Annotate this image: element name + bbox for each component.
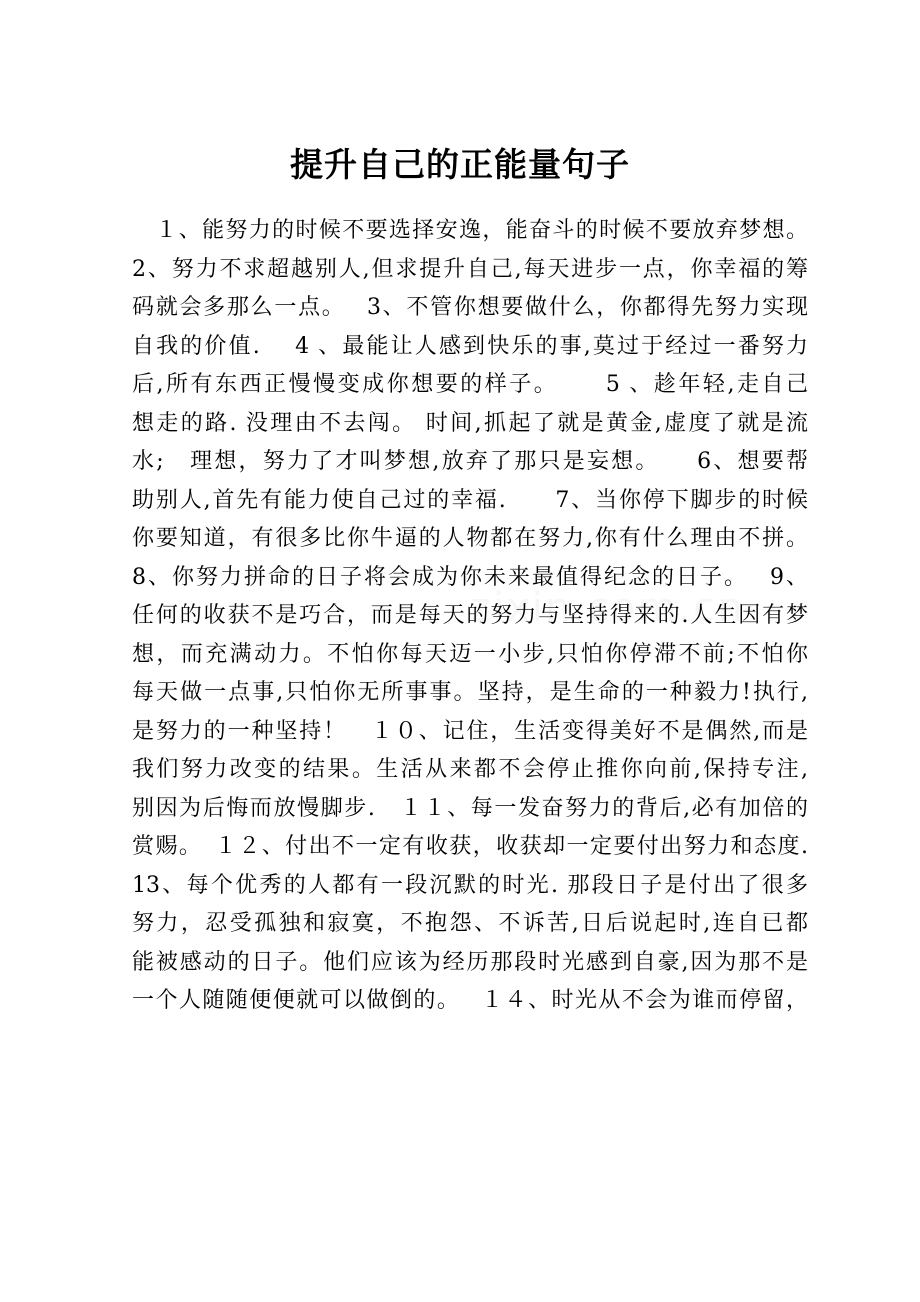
- body-line: 是努力的一种坚持！ １０、记住，生活变得美好不是偶然,而是: [132, 718, 808, 744]
- body-line: 任何的收获不是巧合，而是每天的努力与坚持得来的.人生因有梦: [132, 603, 808, 628]
- body-line: 一个人随随便便就可以做倒的。 １４、时光从不会为谁而停留，: [132, 988, 808, 1013]
- body-line: 码就会多那么一点。 3、不管你想要做什么，你都得先努力实现: [132, 295, 808, 320]
- body-line: 每天做一点事,只怕你无所事事。坚持，是生命的一种毅力!执行,: [132, 680, 808, 705]
- body-line: 13、每个优秀的人都有一段沉默的时光. 那段日子是付出了很多: [132, 872, 808, 898]
- body-line: 能被感动的日子。他们应该为经历那段时光感到自豪,因为那不是: [132, 949, 808, 975]
- body-line: １、能努力的时候不要选择安逸，能奋斗的时候不要放弃梦想。: [132, 218, 808, 243]
- body-line: 你要知道，有很多比你牛逼的人物都在努力,你有什么理由不拼。: [132, 526, 808, 551]
- body-line: 自我的价值. 4 、最能让人感到快乐的事,莫过于经过一番努力: [132, 333, 808, 359]
- body-line: 8、你努力拼命的日子将会成为你未来最值得纪念的日子。 9、: [132, 564, 808, 590]
- body-line: 努力，忍受孤独和寂寞，不抱怨、不诉苦,日后说起时,连自已都: [132, 911, 808, 936]
- body-line: 想走的路. 没理由不去闯。 时间,抓起了就是黄金,虚度了就是流: [132, 410, 808, 436]
- document-body: [132, 212, 808, 1021]
- body-line: 水; 理想，努力了才叫梦想,放弃了那只是妄想。 6、想要帮: [132, 449, 808, 474]
- body-line: 助别人,首先有能力使自己过的幸福. 7、当你停下脚步的时候: [132, 487, 808, 513]
- body-line: 赏赐。 １２、付出不一定有收获，收获却一定要付出努力和态度.: [132, 834, 808, 859]
- document-title: 提升自己的正能量句子: [290, 145, 630, 184]
- body-line: 别因为后悔而放慢脚步. １１、每一发奋努力的背后,必有加倍的: [132, 795, 808, 821]
- body-line: 2、努力不求超越别人,但求提升自己,每天进步一点，你幸福的筹: [132, 256, 808, 282]
- body-line: 想，而充满动力。不怕你每天迈一小步,只怕你停滞不前;不怕你: [132, 641, 808, 667]
- body-line: 我们努力改变的结果。生活从来都不会停止推你向前,保持专注,: [132, 757, 808, 782]
- body-line: 后,所有东西正慢慢变成你想要的样子。 5 、趁年轻,走自己: [132, 372, 808, 397]
